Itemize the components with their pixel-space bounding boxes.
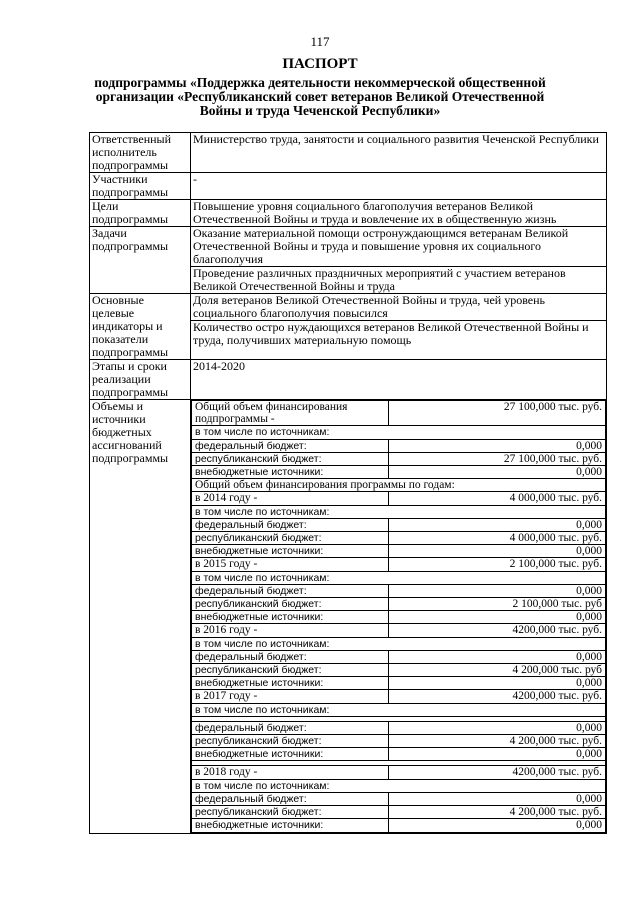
year-sources-label: в том числе по источникам: bbox=[192, 505, 606, 518]
year-republic-label: республиканский бюджет: bbox=[192, 598, 389, 611]
republic-label: республиканский бюджет: bbox=[192, 452, 389, 465]
year-extra-value: 0,000 bbox=[389, 677, 606, 690]
republic-value: 27 100,000 тыс. руб. bbox=[389, 452, 606, 465]
table-row bbox=[90, 360, 607, 400]
federal-label: федеральный бюджет: bbox=[192, 439, 389, 452]
year-federal-value: 0,000 bbox=[389, 792, 606, 805]
year-total: 2 100,000 тыс. руб. bbox=[389, 558, 606, 571]
table-row bbox=[90, 200, 607, 227]
year-extra-value: 0,000 bbox=[389, 819, 606, 832]
funding-sources-label: в том числе по источникам: bbox=[192, 426, 606, 439]
row-value-list bbox=[191, 294, 607, 360]
year-republic-value: 2 100,000 тыс. руб bbox=[389, 598, 606, 611]
year-federal-value: 0,000 bbox=[389, 518, 606, 531]
extra-value: 0,000 bbox=[389, 466, 606, 479]
extra-label: внебюджетные источники: bbox=[192, 466, 389, 479]
year-republic-value: 4 200,000 тыс. руб bbox=[389, 664, 606, 677]
year-federal-label: федеральный бюджет: bbox=[192, 721, 389, 734]
year-extra-value: 0,000 bbox=[389, 545, 606, 558]
indicator-item: Количество остро нуждающихся ветеранов Великой Отечественной Войны и труда, получивших материальную помощь bbox=[193, 320, 589, 347]
year-federal-label: федеральный бюджет: bbox=[192, 792, 389, 805]
funding-total-label: Общий объем финансирования подпрограммы - bbox=[192, 401, 389, 426]
year-sources-label: в том числе по источникам: bbox=[192, 779, 606, 792]
row-value-list bbox=[191, 227, 607, 294]
row-label: Задачи подпрограммы bbox=[90, 227, 191, 294]
year-extra-value: 0,000 bbox=[389, 748, 606, 761]
year-republic-value: 4 000,000 тыс. руб. bbox=[389, 532, 606, 545]
year-sources-label: в том числе по источникам: bbox=[192, 637, 606, 650]
federal-value: 0,000 bbox=[389, 439, 606, 452]
year-republic-label: республиканский бюджет: bbox=[192, 664, 389, 677]
year-total: 4200,000 тыс. руб. bbox=[389, 624, 606, 637]
year-total: 4 000,000 тыс. руб. bbox=[389, 492, 606, 505]
funding-cell bbox=[191, 400, 607, 834]
funding-total-value: 27 100,000 тыс. руб. bbox=[389, 401, 606, 426]
row-label: Этапы и сроки реализации подпрограммы bbox=[90, 360, 191, 400]
year-total: 4200,000 тыс. руб. bbox=[389, 690, 606, 703]
year-label: в 2014 году - bbox=[192, 492, 389, 505]
year-federal-label: федеральный бюджет: bbox=[192, 650, 389, 663]
year-extra-label: внебюджетные источники: bbox=[192, 677, 389, 690]
row-label: Объемы и источники бюджетных ассигнований подпрограммы bbox=[90, 400, 191, 834]
passport-table bbox=[89, 132, 607, 834]
year-federal-label: федеральный бюджет: bbox=[192, 518, 389, 531]
year-extra-label: внебюджетные источники: bbox=[192, 611, 389, 624]
year-republic-label: республиканский бюджет: bbox=[192, 532, 389, 545]
year-republic-label: республиканский бюджет: bbox=[192, 806, 389, 819]
year-sources-label: в том числе по источникам: bbox=[192, 703, 606, 716]
indicator-item: Доля ветеранов Великой Отечественной Войны и труда, чей уровень социального благополучия повысился bbox=[191, 294, 606, 321]
table-row bbox=[90, 227, 607, 294]
page-number: 117 bbox=[310, 34, 330, 49]
row-label: Основные целевые индикаторы и показатели подпрограммы bbox=[90, 294, 191, 360]
row-label: Цели подпрограммы bbox=[90, 200, 191, 227]
table-row bbox=[90, 133, 607, 173]
year-label: в 2017 году - bbox=[192, 690, 389, 703]
year-extra-label: внебюджетные источники: bbox=[192, 545, 389, 558]
year-republic-value: 4 200,000 тыс. руб. bbox=[389, 735, 606, 748]
year-extra-value: 0,000 bbox=[389, 611, 606, 624]
row-label: Участники подпрограммы bbox=[90, 173, 191, 200]
year-republic-label: республиканский бюджет: bbox=[192, 735, 389, 748]
year-republic-value: 4 200,000 тыс. руб. bbox=[389, 806, 606, 819]
row-value: Министерство труда, занятости и социального развития Чеченской Республики bbox=[191, 133, 607, 173]
row-value: 2014-2020 bbox=[191, 360, 607, 400]
row-value: - bbox=[191, 173, 607, 200]
row-value: Повышение уровня социального благополучия ветеранов Великой Отечественной Войны и труда и вовлечение их в общественную жизнь bbox=[191, 200, 607, 227]
year-label: в 2015 году - bbox=[192, 558, 389, 571]
year-label: в 2018 году - bbox=[192, 766, 389, 779]
funding-table bbox=[191, 400, 606, 833]
table-row bbox=[90, 294, 607, 360]
year-extra-label: внебюджетные источники: bbox=[192, 819, 389, 832]
table-row bbox=[90, 400, 607, 834]
page-title: ПАСПОРТ bbox=[282, 56, 358, 72]
year-federal-value: 0,000 bbox=[389, 721, 606, 734]
year-sources-label: в том числе по источникам: bbox=[192, 571, 606, 584]
year-federal-label: федеральный бюджет: bbox=[192, 584, 389, 597]
row-label: Ответственный исполнитель подпрограммы bbox=[90, 133, 191, 173]
funding-by-years-label: Общий объем финансирования программы по годам: bbox=[192, 479, 606, 492]
year-federal-value: 0,000 bbox=[389, 584, 606, 597]
year-label: в 2016 году - bbox=[192, 624, 389, 637]
year-federal-value: 0,000 bbox=[389, 650, 606, 663]
task-item: Проведение различных праздничных мероприятий с участием ветеранов Великой Отечественной Войны и труда bbox=[193, 266, 566, 293]
table-row bbox=[90, 173, 607, 200]
year-extra-label: внебюджетные источники: bbox=[192, 748, 389, 761]
page-subtitle: подпрограммы «Поддержка деятельности некоммерческой общественной организации «Республиканский совет ветеранов Великой Отечественной Войны и труда Чеченской Республики» bbox=[94, 75, 546, 118]
task-item: Оказание материальной помощи остронуждающимся ветеранам Великой Отечественной Войны и труда и повышение уровня их социального благополучия bbox=[191, 227, 606, 267]
year-total: 4200,000 тыс. руб. bbox=[389, 766, 606, 779]
